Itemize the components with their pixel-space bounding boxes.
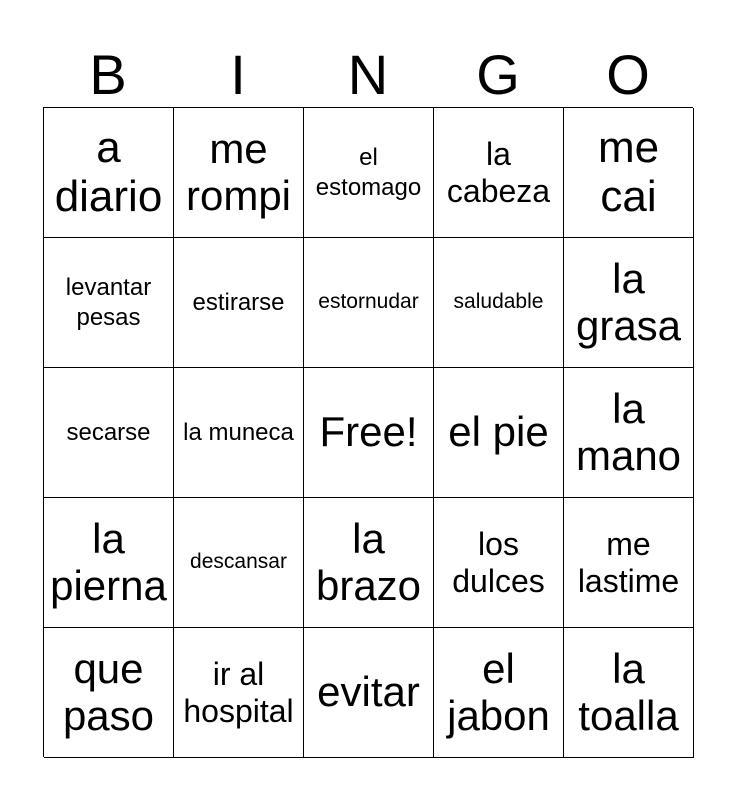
cell-text: me rompi: [185, 125, 292, 219]
cell-text: el pie: [448, 408, 549, 456]
bingo-cell[interactable]: [434, 368, 564, 498]
cell-text: la mano: [575, 385, 682, 479]
bingo-cell[interactable]: [304, 108, 434, 238]
cell-text: evitar: [317, 668, 420, 716]
bingo-cell[interactable]: [564, 108, 694, 238]
cell-text: la muneca: [183, 418, 294, 446]
cell-text: que paso: [62, 645, 155, 739]
header-letter-b: B: [89, 43, 127, 106]
bingo-cell[interactable]: [44, 108, 174, 238]
bingo-cell[interactable]: [304, 498, 434, 628]
bingo-cell[interactable]: [304, 628, 434, 758]
cell-text: el jabon: [447, 645, 550, 739]
bingo-cell[interactable]: [434, 628, 564, 758]
bingo-cell[interactable]: [434, 238, 564, 368]
header-letter-i: I: [230, 43, 246, 106]
cell-text: el estomago: [315, 144, 422, 201]
bingo-cell[interactable]: [174, 108, 304, 238]
cell-text: me lastime: [577, 526, 680, 599]
bingo-cell[interactable]: [174, 368, 304, 498]
cell-text: la brazo: [315, 515, 422, 609]
cell-text: la cabeza: [446, 136, 551, 209]
cell-text: estornudar: [318, 290, 419, 314]
bingo-cell[interactable]: [44, 368, 174, 498]
bingo-cell[interactable]: [564, 498, 694, 628]
bingo-cell[interactable]: [174, 498, 304, 628]
bingo-cell[interactable]: [564, 368, 694, 498]
cell-text: la pierna: [50, 515, 167, 609]
header-letter-g: G: [476, 43, 520, 106]
header-letter-n: N: [347, 43, 389, 106]
cell-text: ir al hospital: [183, 656, 294, 729]
bingo-cell[interactable]: [44, 238, 174, 368]
cell-text: la grasa: [575, 255, 682, 349]
cell-text: secarse: [66, 418, 151, 446]
bingo-cell[interactable]: [44, 498, 174, 628]
cell-text: saludable: [453, 290, 544, 314]
cell-text: estirarse: [192, 288, 285, 316]
bingo-cell[interactable]: [434, 498, 564, 628]
bingo-cell[interactable]: [434, 108, 564, 238]
bingo-cell[interactable]: [174, 628, 304, 758]
bingo-cell[interactable]: [564, 628, 694, 758]
bingo-header: [43, 42, 693, 108]
cell-text: la toalla: [578, 645, 679, 739]
bingo-board: [43, 107, 693, 757]
cell-text: descansar: [190, 550, 287, 574]
free-space-text: Free!: [319, 408, 418, 456]
cell-text: me cai: [597, 123, 660, 221]
header-letter-o: O: [606, 43, 650, 106]
bingo-cell[interactable]: [174, 238, 304, 368]
cell-text: levantar pesas: [65, 274, 152, 331]
bingo-cell[interactable]: [564, 238, 694, 368]
bingo-cell[interactable]: [44, 628, 174, 758]
free-space-cell[interactable]: [304, 368, 434, 498]
bingo-cell[interactable]: [304, 238, 434, 368]
cell-text: a diario: [54, 123, 163, 221]
cell-text: los dulces: [452, 526, 545, 599]
